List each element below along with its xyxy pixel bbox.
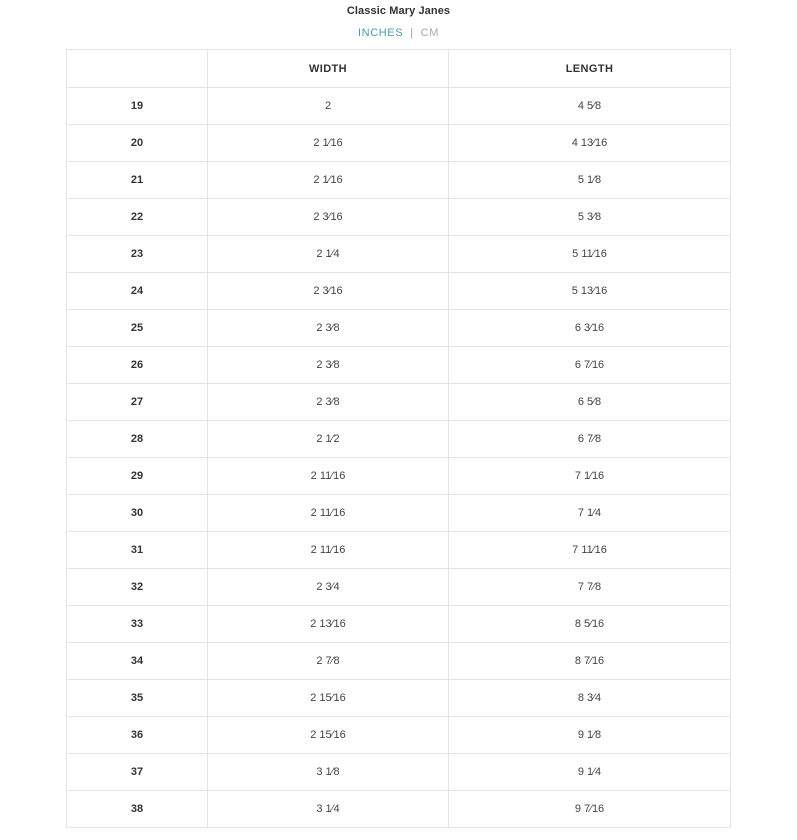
width-cell: 2 1⁄2	[208, 421, 449, 458]
size-rows	[67, 88, 731, 828]
length-cell: 6 5⁄8	[449, 384, 731, 421]
table-row	[67, 495, 731, 532]
length-cell: 7 1⁄16	[449, 458, 731, 495]
header-length: LENGTH	[449, 50, 731, 88]
table-row	[67, 236, 731, 273]
length-cell: 9 1⁄8	[449, 717, 731, 754]
unit-cm-button[interactable]: CM	[420, 27, 439, 39]
table-row	[67, 754, 731, 791]
size-chart-table	[66, 49, 731, 828]
size-cell: 33	[67, 606, 208, 643]
table-row	[67, 458, 731, 495]
table-row	[67, 273, 731, 310]
table-row	[67, 347, 731, 384]
width-cell: 2 1⁄4	[208, 236, 449, 273]
table-row	[67, 569, 731, 606]
size-cell: 26	[67, 347, 208, 384]
table-row	[67, 310, 731, 347]
table-row	[67, 88, 731, 125]
size-cell: 20	[67, 125, 208, 162]
size-cell: 32	[67, 569, 208, 606]
table-row	[67, 680, 731, 717]
size-cell: 22	[67, 199, 208, 236]
width-cell: 2 7⁄8	[208, 643, 449, 680]
length-cell: 4 13⁄16	[449, 125, 731, 162]
size-cell: 35	[67, 680, 208, 717]
length-cell: 9 7⁄16	[449, 791, 731, 828]
unit-toggle	[0, 27, 797, 39]
width-cell: 2 1⁄16	[208, 125, 449, 162]
length-cell: 9 1⁄4	[449, 754, 731, 791]
width-cell: 3 1⁄4	[208, 791, 449, 828]
size-cell: 34	[67, 643, 208, 680]
width-cell: 2 1⁄16	[208, 162, 449, 199]
length-cell: 6 3⁄16	[449, 310, 731, 347]
length-cell: 4 5⁄8	[449, 88, 731, 125]
size-cell: 36	[67, 717, 208, 754]
table-row	[67, 791, 731, 828]
size-cell: 23	[67, 236, 208, 273]
table-row	[67, 717, 731, 754]
size-cell: 28	[67, 421, 208, 458]
header-size	[67, 50, 208, 88]
width-cell: 2 11⁄16	[208, 458, 449, 495]
length-cell: 7 11⁄16	[449, 532, 731, 569]
width-cell: 2 15⁄16	[208, 680, 449, 717]
length-cell: 8 5⁄16	[449, 606, 731, 643]
width-cell: 2	[208, 88, 449, 125]
width-cell: 2 13⁄16	[208, 606, 449, 643]
length-cell: 5 13⁄16	[449, 273, 731, 310]
table-header-row	[67, 50, 731, 88]
size-cell: 21	[67, 162, 208, 199]
length-cell: 5 11⁄16	[449, 236, 731, 273]
table-row	[67, 421, 731, 458]
size-cell: 19	[67, 88, 208, 125]
length-cell: 5 1⁄8	[449, 162, 731, 199]
size-cell: 38	[67, 791, 208, 828]
length-cell: 5 3⁄8	[449, 199, 731, 236]
page-title: Classic Mary Janes	[346, 5, 451, 17]
length-cell: 6 7⁄16	[449, 347, 731, 384]
size-cell: 31	[67, 532, 208, 569]
width-cell: 3 1⁄8	[208, 754, 449, 791]
width-cell: 2 3⁄16	[208, 199, 449, 236]
width-cell: 2 3⁄8	[208, 310, 449, 347]
unit-separator: |	[410, 27, 414, 39]
width-cell: 2 11⁄16	[208, 495, 449, 532]
unit-inches-button[interactable]: INCHES	[358, 27, 404, 39]
header-width: WIDTH	[208, 50, 449, 88]
table-row	[67, 384, 731, 421]
length-cell: 6 7⁄8	[449, 421, 731, 458]
table-row	[67, 199, 731, 236]
width-cell: 2 11⁄16	[208, 532, 449, 569]
size-cell: 27	[67, 384, 208, 421]
length-cell: 7 7⁄8	[449, 569, 731, 606]
table-row	[67, 125, 731, 162]
width-cell: 2 3⁄8	[208, 347, 449, 384]
width-cell: 2 3⁄8	[208, 384, 449, 421]
size-cell: 30	[67, 495, 208, 532]
table-row	[67, 532, 731, 569]
width-cell: 2 3⁄4	[208, 569, 449, 606]
size-cell: 29	[67, 458, 208, 495]
length-cell: 8 7⁄16	[449, 643, 731, 680]
size-cell: 25	[67, 310, 208, 347]
table-row	[67, 162, 731, 199]
width-cell: 2 15⁄16	[208, 717, 449, 754]
length-cell: 8 3⁄4	[449, 680, 731, 717]
size-cell: 24	[67, 273, 208, 310]
table-row	[67, 643, 731, 680]
length-cell: 7 1⁄4	[449, 495, 731, 532]
size-cell: 37	[67, 754, 208, 791]
width-cell: 2 3⁄16	[208, 273, 449, 310]
table-row	[67, 606, 731, 643]
